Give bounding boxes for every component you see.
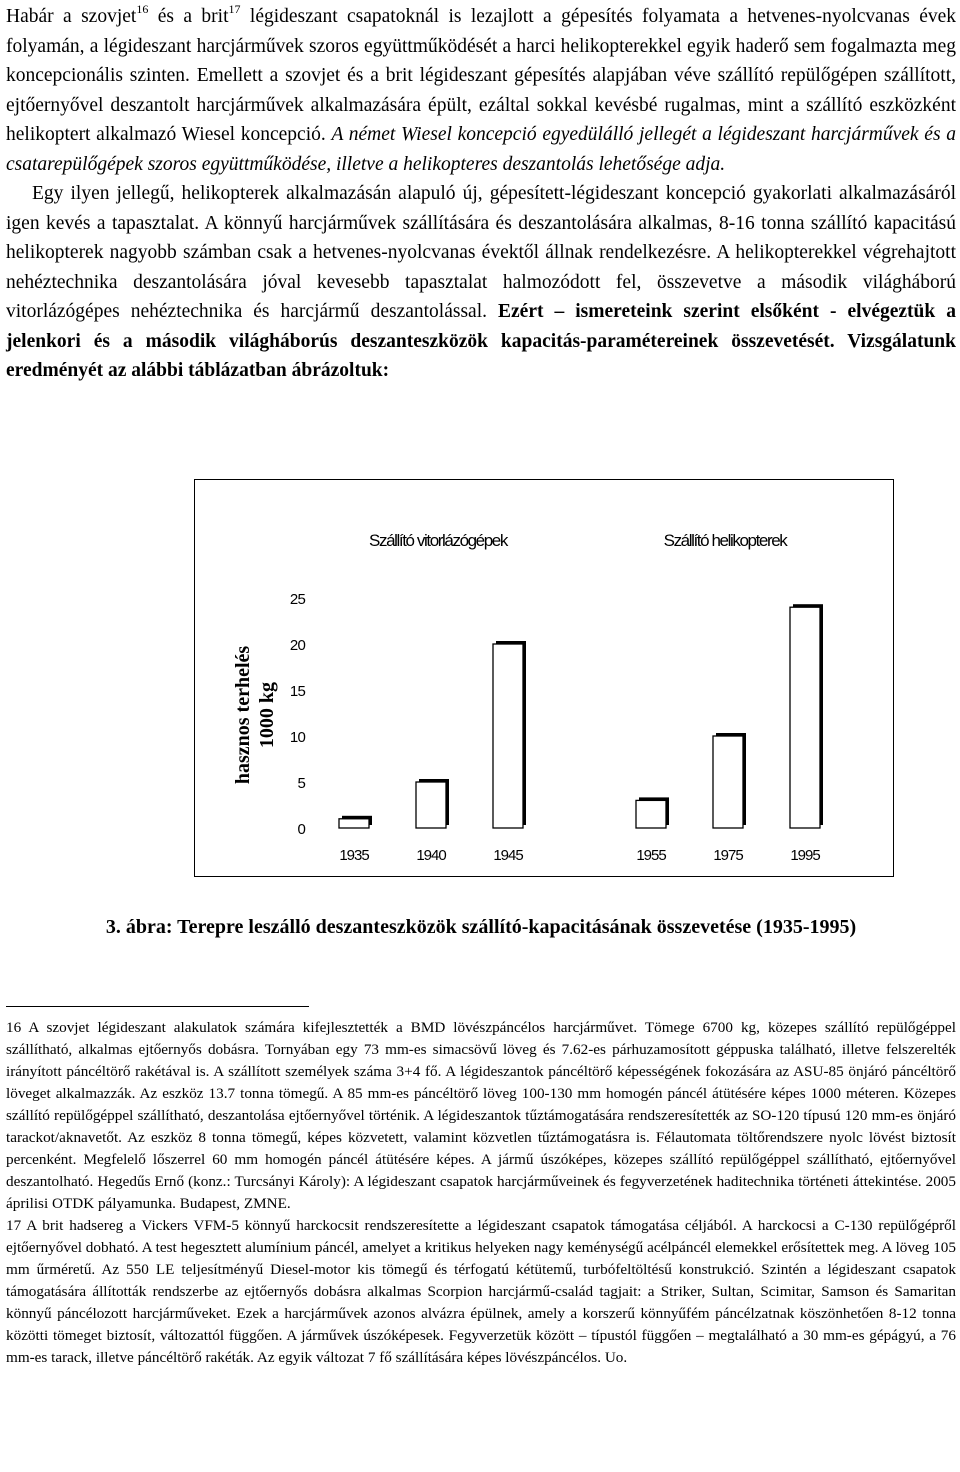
y-tick-label: 15 — [289, 683, 305, 700]
bar — [339, 819, 369, 828]
footnote-17: 17 A brit hadsereg a Vickers VFM-5 könnyű harckocsit rendszeresítette a légideszant csapatok támogatása céljából. A harckocsi a C-130 repülőgépről ejtőernyővel dobható. A test hegesztett alumínium páncél, amelyet a kritikus helyeken nagy keménységű acélpáncél elemekkel erősítettek meg. A löveg 105 mm űrméretű. Az 550 LE teljesítményű Diesel-motor kis tömegű és térfogatú kétütemű, turbófeltöltésű konstrukció. Szintén a légideszant csapatok támogatására állították rendszerbe az ejtőernyős dobásra alkalmas Scorpion harcjármű-család tagjait: a Striker, Sultan, Scimitar, Samson és Samaritan könnyű páncélozott harcjárműveket. Ezek a harcjárművek azonos alvázra épülnek, amely a korszerű könnyűfém páncélzatnak köszönhetően 8-12 tonna közötti tömeget biztosít, változattól függően. A járművek úszóképesek. Fegyverzetük között – típustól függően – megtalálható a 30 mm-es gépágyú, a 76 mm-es tarack, illetve páncéltörő rakéták. Az egyik változat 7 fő szállítására képes lövészpáncélos. Uo. — [6, 1217, 956, 1366]
bar — [493, 644, 523, 828]
footnote-ref-16[interactable]: 16 — [136, 2, 149, 16]
y-tick-label: 5 — [297, 775, 305, 792]
document-page — [6, 0, 957, 1366]
bar — [790, 607, 820, 828]
group-label: Szállító vitorlázógépek — [369, 531, 507, 550]
group-label: Szállító helikopterek — [663, 531, 787, 550]
x-tick-label: 1940 — [416, 847, 446, 864]
bar — [713, 736, 743, 828]
p1-text-a: Habár a szovjet — [6, 6, 137, 27]
bar-chart-canvas — [195, 480, 893, 876]
p1-italic-emphasis: A német Wiesel koncepció egyedülálló jellegét a légideszant harcjárművek és a csatarepülőgépek szoros együttműködése, illetve a helikopteres deszantolás lehetősége adja. — [6, 124, 956, 175]
x-tick-label: 1995 — [790, 847, 820, 864]
y-axis-label-line-1: hasznos terhelés — [232, 645, 254, 785]
figure-caption: 3. ábra: Terepre leszálló deszanteszközök szállító-kapacitásának összevetése (1935-1995) — [105, 916, 857, 938]
footnote-ref-17[interactable]: 17 — [228, 2, 241, 16]
y-tick-label: 10 — [289, 729, 305, 746]
footnote-separator — [6, 1006, 309, 1007]
p1-text-b: és a brit — [148, 6, 229, 27]
x-tick-label: 1935 — [339, 847, 369, 864]
y-tick-label: 0 — [297, 821, 305, 838]
body-paragraph-1 — [6, 0, 956, 179]
x-tick-label: 1945 — [493, 847, 523, 864]
y-axis-label-line-2: 1000 kg — [256, 681, 278, 749]
bar — [636, 800, 666, 828]
y-axis-label — [232, 646, 278, 785]
p2-text: Egy ilyen jellegű, helikopterek alkalmazásán alapuló új, gépesített-légideszant koncepció gyakorlati alkalmazásáról igen kevés a tapasztalat. A könnyű harcjárművek szállítására és deszantolására alkalmas, 8-16 tonna szállító kapacitású helikopterek nagyobb számban csak a hetvenes-nyolcvanas évektől állnak rendelkezésre. A helikopterekkel végrehajtott nehéztechnika deszantolására jóval kevesebb tapasztalat halmozódott fel, összevetve a második világháború vitorlázógépes nehéztechnika és harcjármű deszantolással. — [6, 183, 956, 322]
p1-text-c: légideszant csapatoknál is lezajlott a gépesítés folyamata a hetvenes-nyolcvanas évek folyamán, a légideszant harcjárművek szoros együttműködését a harci helikopterekkel egyik haderő sem fogalmazta meg koncepcionális szinten. Emellett a szovjet és a brit légideszant gépesítés alapjában véve szállító repülőgépen szállított, ejtőernyővel deszantolt harcjárművek alkalmazására épült, ezáltal sokkal kevésbé rugalmas, mint a szállító eszközként helikoptert alkalmazó Wiesel koncepció. — [6, 6, 957, 145]
p2-bold-emphasis: Ezért – ismereteink szerint elsőként - elvégeztük a jelenkori és a második világháborús deszanteszközök kapacitás-paramétereinek összevetését. Vizsgálatunk eredményét az alábbi táblázatban ábrázoltuk: — [6, 301, 957, 381]
bar — [416, 782, 446, 828]
body-paragraph-2 — [6, 179, 956, 386]
x-tick-label: 1975 — [713, 847, 743, 864]
footnote-16: 16 A szovjet légideszant alakulatok számára kifejlesztették a BMD lövészpáncélos harcjárművet. Tömege 6700 kg, közepes szállító repülőgéppel szállítható, alkalmas ejtőernyős dobásra. Tornyában egy 73 mm-es simacsövű löveg és 7.62-es párhuzamosított géppuska található, illetve felszerelték irányított páncéltörő rakétával is. A szállított személyek száma 3+4 fő. A légideszantok páncéltörő képességének fokozására az ASU-85 önjáró páncéltörő löveget alkalmazzák. Az eszköz 13.7 tonna tömegű. A 85 mm-es páncéltörő löveg 100-130 mm homogén páncél átütésére képes 1000 méteren. Közepes szállító repülőgéppel szállítható, deszantolása ejtőernyővel történik. A légideszantok tűztámogatására rendszeresítették az SO-120 típusú 120 mm-es önjáró tarackot/aknavetőt. Az eszköz 8 tonna tömegű, képes közvetett, valamint közvetlen tűztámogatásra is. Félautomata töltőrendszere nyolc lövést biztosít percenként. Megfelelő lőszerrel 60 mm homogén páncél átütésére képes. A jármű úszóképes, közepes szállító repülőgéppel szállítható, ejtőernyővel deszantolható. Hegedűs Ernő (konz.: Turcsányi Károly): A légideszant csapatok harcjárműveinek és fegyverzetének haditechnika történeti áttekintése. 2005 áprilisi OTDK pályamunka. Budapest, ZMNE. — [6, 1019, 956, 1212]
y-tick-label: 25 — [289, 591, 305, 608]
footnotes — [6, 1017, 956, 1369]
bar-chart — [194, 479, 894, 877]
y-tick-label: 20 — [289, 637, 305, 654]
x-tick-label: 1955 — [636, 847, 666, 864]
